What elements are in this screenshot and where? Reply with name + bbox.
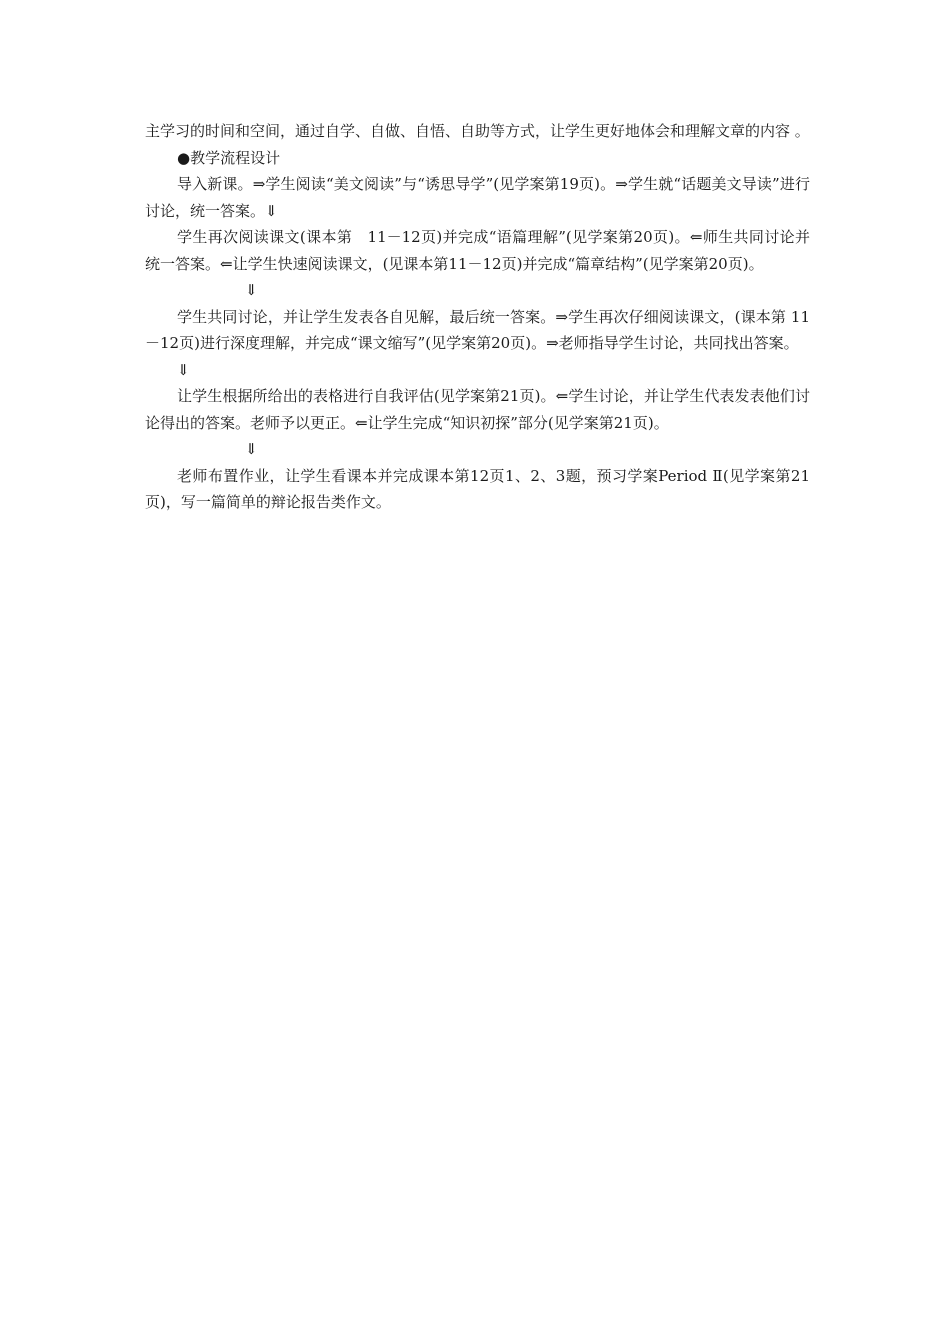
paragraph-intro-continuation: 主学习的时间和空间，通过自学、自做、自悟、自助等方式，让学生更好地体会和理解文章的内容 。 [145, 122, 810, 140]
paragraph-step-5: 老师布置作业，让学生看课本并完成课本第12页1、2、3题，预习学案Period Ⅱ(见学案第21页)，写一篇简单的辩论报告类作文。 [145, 466, 810, 511]
paragraph-step-4: 让学生根据所给出的表格进行自我评估(见学案第21页)。⇐学生讨论，并让学生代表发表他们讨论得出的答案。老师予以更正。⇐让学生完成“知识初探”部分(见学案第21页)。 [145, 387, 810, 432]
down-arrow-1: ⇓ [245, 281, 258, 299]
down-arrow-2: ⇓ [177, 360, 190, 379]
down-arrow-3: ⇓ [245, 440, 258, 458]
paragraph-step-3: 学生共同讨论，并让学生发表各自见解，最后统一答案。⇒学生再次仔细阅读课文，(课本第 11－12页)进行深度理解，并完成“课文缩写”(见学案第20页)。⇒老师指导学生讨论，共同找出答案。 [145, 307, 810, 352]
document-body [145, 118, 810, 516]
paragraph-step-1: 导入新课。⇒学生阅读“美文阅读”与“诱思导学”(见学案第19页)。⇒学生就“话题美文导读”进行讨论，统一答案。⇓ [145, 175, 810, 220]
section-heading: ●教学流程设计 [177, 148, 281, 167]
paragraph-step-2: 学生再次阅读课文(课本第 11－12页)并完成“语篇理解”(见学案第20页)。⇐师生共同讨论并统一答案。⇐让学生快速阅读课文，(见课本第11－12页)并完成“篇章结构”(见学案第20页)。 [145, 228, 810, 273]
